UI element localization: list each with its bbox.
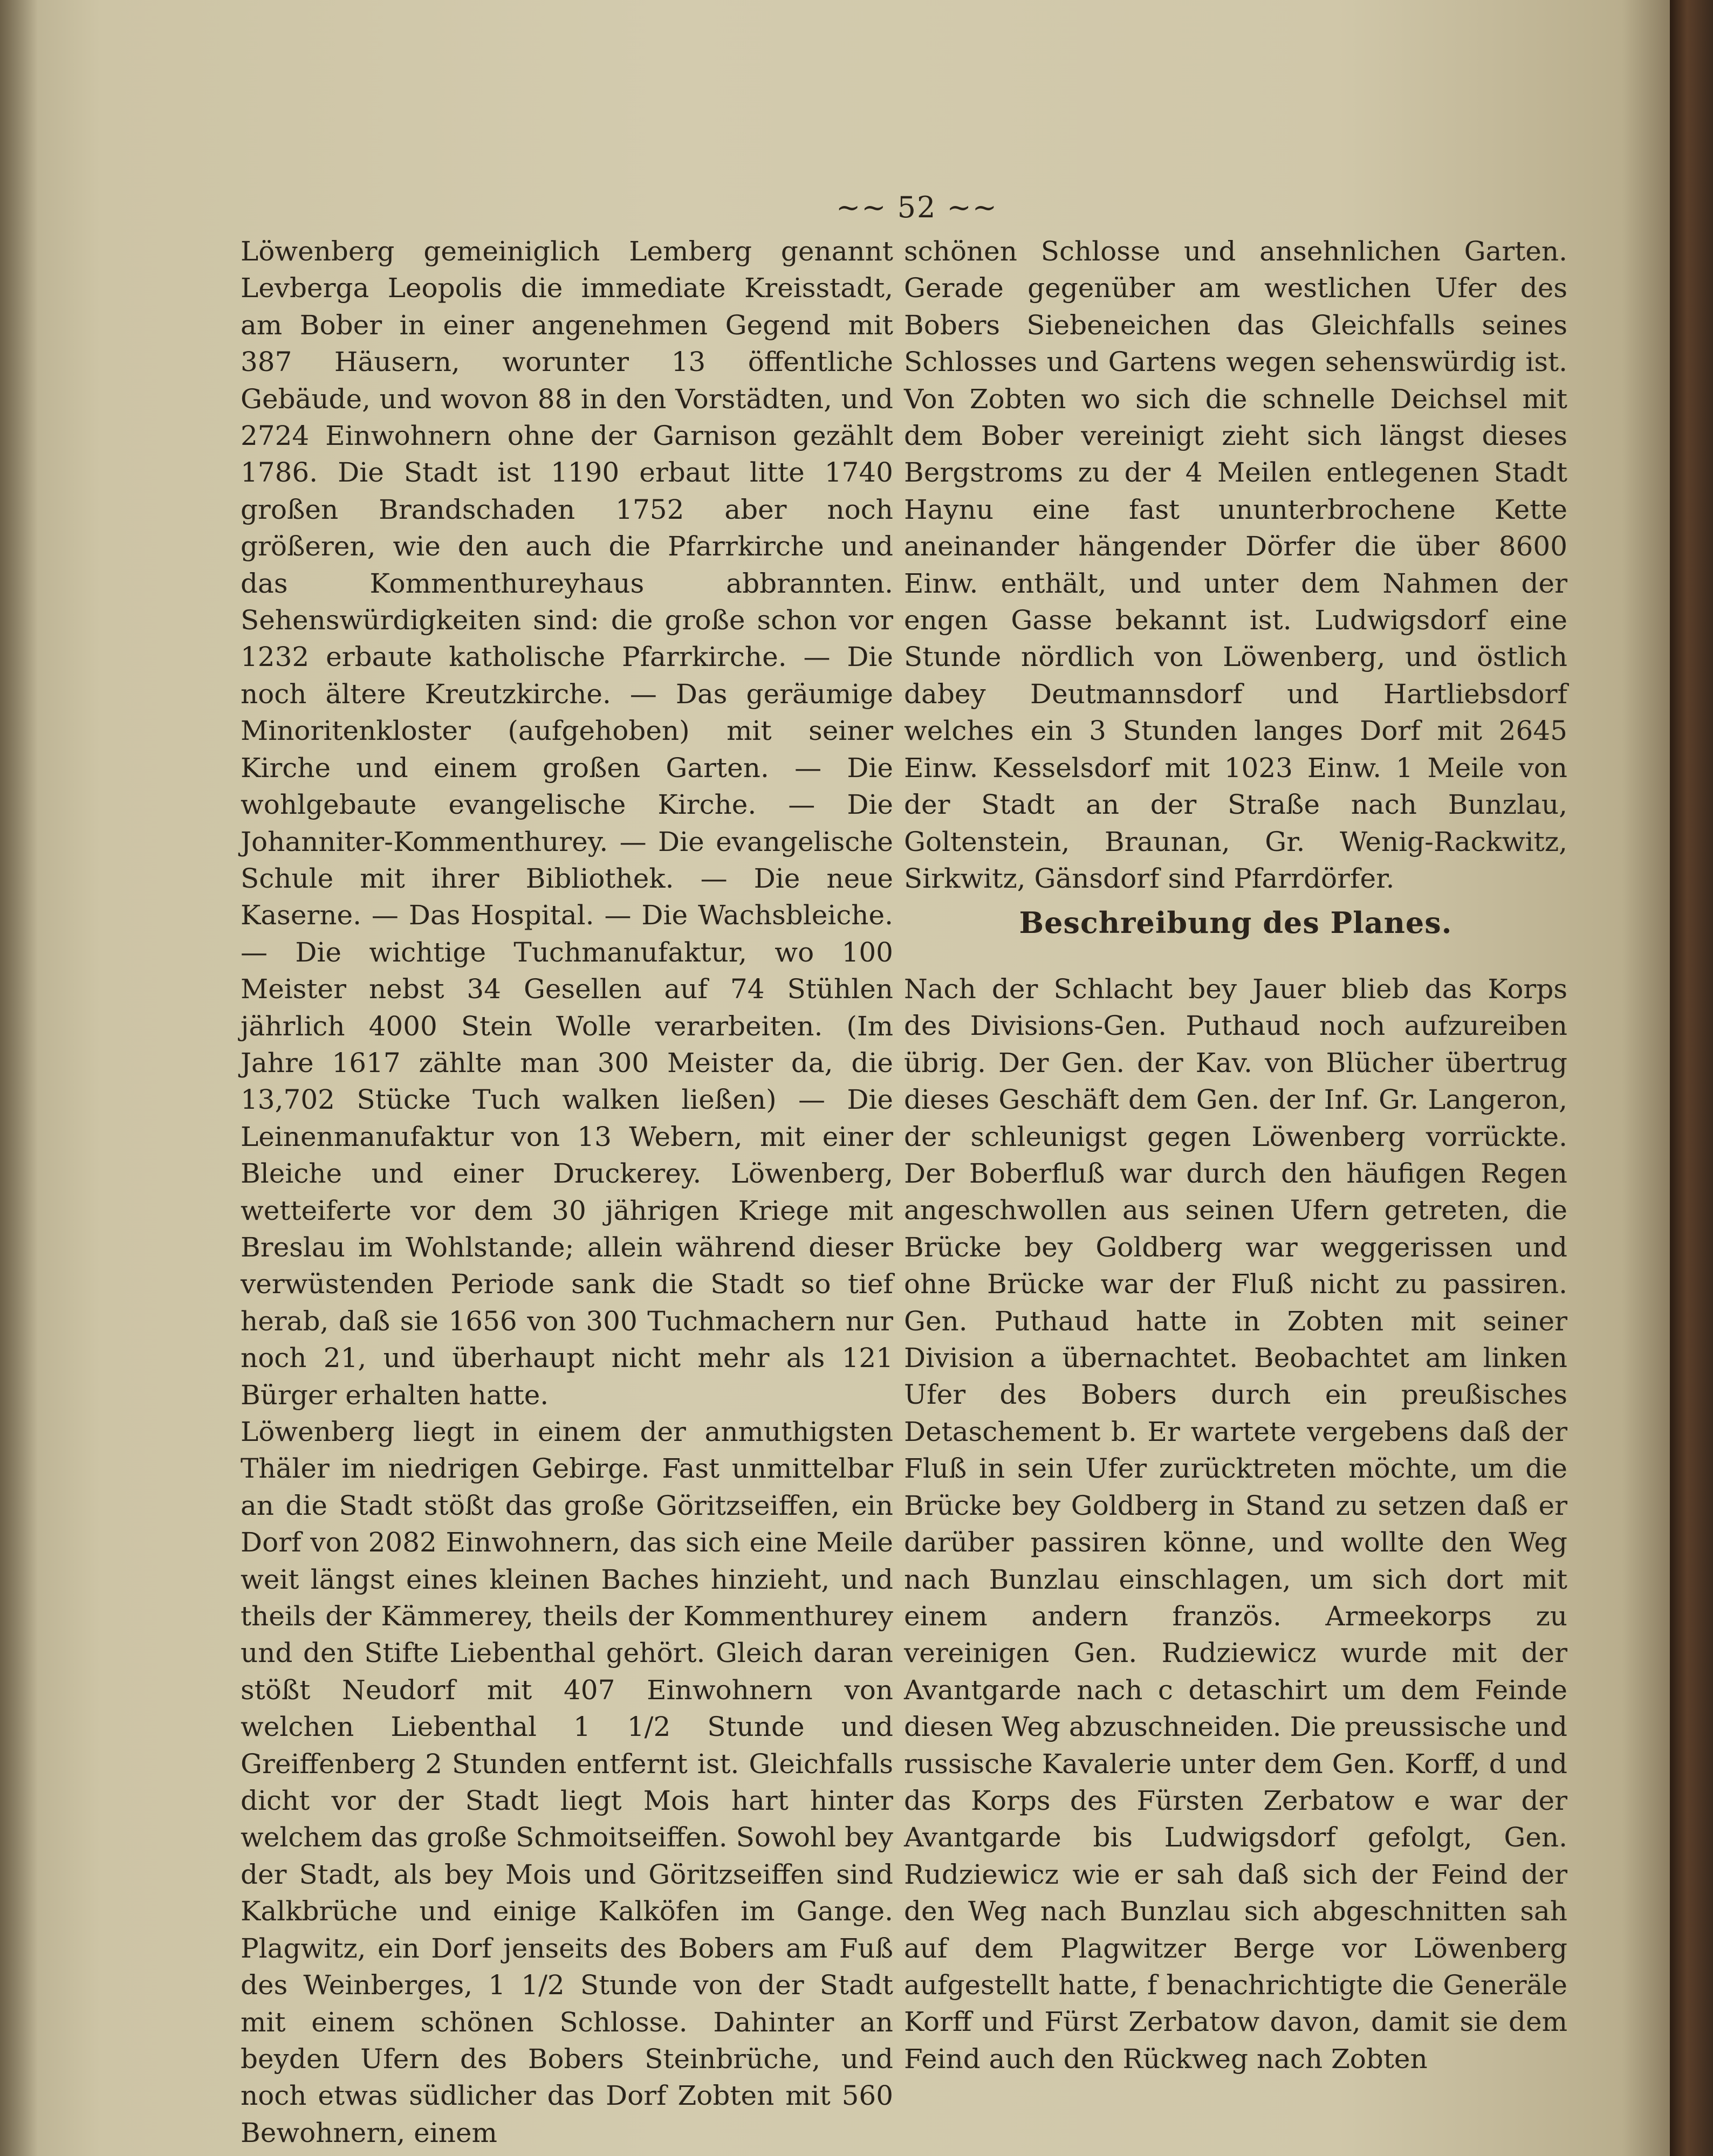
binding-shadow bbox=[0, 0, 38, 2156]
right-column bbox=[904, 233, 1567, 897]
section-paragraph-1: Nach der Schlacht bey Jauer blieb das Korps des Divisions-Gen. Puthaud noch aufzureiben übrig. Der Gen. der Kav. von Blücher übertrug dieses Geschäft dem Gen. der Inf. Gr. Langeron, der schleunigst gegen Löwenberg vorrückte. Der Boberfluß war durch den häufigen Regen angeschwollen aus seinen Ufern getreten, die Brücke bey Goldberg war weggerissen und ohne Brücke war der Fluß nicht zu passiren. Gen. Puthaud hatte in Zobten mit seiner Division a übernachtet. Beobachtet am linken Ufer des Bobers durch ein preußisches Detaschement b. Er wartete vergebens daß der Fluß in sein Ufer zurücktreten möchte, um die Brücke bey Goldberg in Stand zu setzen daß er darüber passiren könne, und wollte den Weg nach Bunzlau einschlagen, um sich dort mit einem andern französ. Armeekorps zu vereinigen Gen. Rudziewicz wurde mit der Avantgarde nach c detaschirt um dem Feinde diesen Weg abzuschneiden. Die preussische und russische Kavalerie unter dem Gen. Korff, d und das Korps des Fürsten Zerbatow e war der Avantgarde bis Ludwigsdorf gefolgt, Gen. Rudziewicz wie er sah daß sich der Feind der den Weg nach Bunzlau sich abgeschnitten sah auf dem Plagwitzer Berge vor Löwenberg aufgestellt hatte, f benachrichtigte die Generäle Korff und Fürst Zerbatow davon, damit sie dem Feind auch den Rückweg nach Zobten bbox=[904, 973, 1567, 2075]
right-paragraph-1: schönen Schlosse und ansehnlichen Garten. Gerade gegenüber am westlichen Ufer des Bobers Siebeneichen das Gleichfalls seines Schlosses und Gartens wegen sehenswürdig ist. Von Zobten wo sich die schnelle Deichsel mit dem Bober vereinigt zieht sich längst dieses Bergstroms zu der 4 Meilen entlegenen Stadt Haynu eine fast ununterbrochene Kette aneinander hängender Dörfer die über 8600 Einw. enthält, und unter dem Nahmen der engen Gasse bekannt ist. Ludwigsdorf eine Stunde nördlich von Löwenberg, und östlich dabey Deutmannsdorf und Hartliebsdorf welches ein 3 Stunden langes Dorf mit 2645 Einw. Kesselsdorf mit 1023 Einw. 1 Meile von der Stadt an der Straße nach Bunzlau, Goltenstein, Braunan, Gr. Wenig-Rackwitz, Sirkwitz, Gänsdorf sind Pfarrdörfer. bbox=[904, 236, 1567, 894]
section-heading: Beschreibung des Planes. bbox=[1019, 905, 1452, 940]
left-paragraph-1: Löwenberg gemeiniglich Lemberg genannt Levberga Leopolis die immediate Kreisstadt, am Bober in einer angenehmen Gegend mit 387 Häusern, worunter 13 öffentliche Gebäude, und wovon 88 in den Vorstädten, und 2724 Einwohnern ohne der Garnison gezählt 1786. Die Stadt ist 1190 erbaut litte 1740 großen Brandschaden 1752 aber noch größeren, wie den auch die Pfarrkirche und das Kommenthureyhaus abbrannten. Sehenswürdigkeiten sind: die große schon vor 1232 erbaute katholische Pfarrkirche. — Die noch ältere Kreutzkirche. — Das geräumige Minoritenkloster (aufgehoben) mit seiner Kirche und einem großen Garten. — Die wohlgebaute evangelische Kirche. — Die Johanniter-Kommenthurey. — Die evangelische Schule mit ihrer Bibliothek. — Die neue Kaserne. — Das Hospital. — Die Wachsbleiche. — Die wichtige Tuchmanufaktur, wo 100 Meister nebst 34 Gesellen auf 74 Stühlen jährlich 4000 Stein Wolle verarbeiten. (Im Jahre 1617 zählte man 300 Meister da, die 13,702 Stücke Tuch walken ließen) — Die Leinenmanufaktur von 13 Webern, mit einer Bleiche und einer Druckerey. Löwenberg, wetteiferte vor dem 30 jährigen Kriege mit Breslau im Wohlstande; allein während dieser verwüstenden Periode sank die Stadt so tief herab, daß sie 1656 von 300 Tuchmachern nur noch 21, und überhaupt nicht mehr als 121 Bürger erhalten hatte. bbox=[241, 236, 893, 1411]
page-number: ~~ 52 ~~ bbox=[835, 190, 998, 224]
left-column bbox=[241, 233, 893, 2151]
book-edge bbox=[1670, 0, 1713, 2156]
left-paragraph-2: Löwenberg liegt in einem der anmuthigsten Thäler im niedrigen Gebirge. Fast unmittelbar an die Stadt stößt das große Göritzseiffen, ein Dorf von 2082 Einwohnern, das sich eine Meile weit längst eines kleinen Baches hinzieht, und theils der Kämmerey, theils der Kommenthurey und den Stifte Liebenthal gehört. Gleich daran stößt Neudorf mit 407 Einwohnern von welchen Liebenthal 1 1/2 Stunde und Greiffenberg 2 Stunden entfernt ist. Gleichfalls dicht vor der Stadt liegt Mois hart hinter welchem das große Schmoitseiffen. Sowohl bey der Stadt, als bey Mois und Göritzseiffen sind Kalkbrüche und einige Kalköfen im Gange. Plagwitz, ein Dorf jenseits des Bobers am Fuß des Weinberges, 1 1/2 Stunde von der Stadt mit einem schönen Schlosse. Dahinter an beyden Ufern des Bobers Steinbrüche, und noch etwas südlicher das Dorf Zobten mit 560 Bewohnern, einem bbox=[241, 1416, 893, 2148]
right-column-section bbox=[904, 971, 1567, 2077]
